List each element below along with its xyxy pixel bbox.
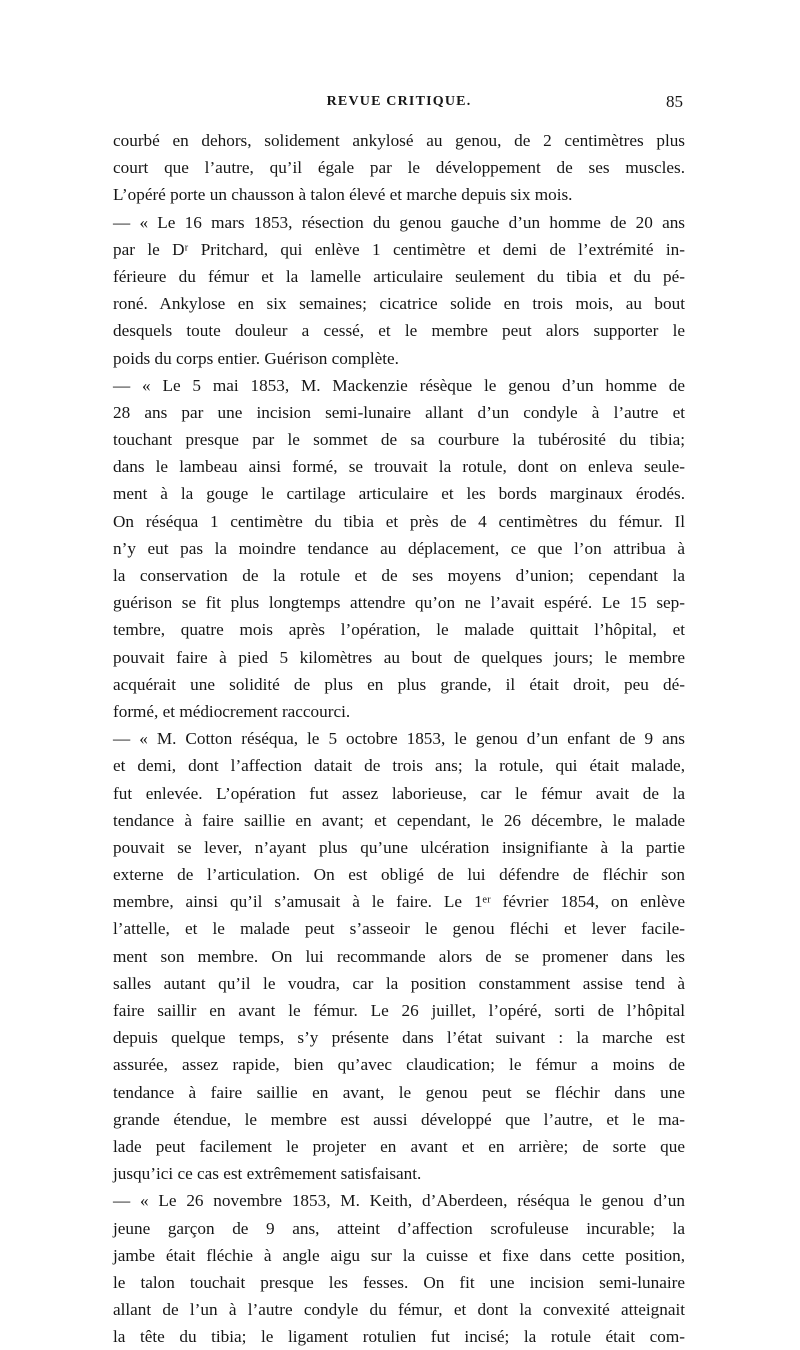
text-line: le talon touchait presque les fesses. On fit une incision semi-lunaire [113, 1272, 685, 1292]
text-line: faire saillir en avant le fémur. Le 26 juillet, l’opéré, sorti de l’hôpital [113, 1001, 685, 1020]
text-line: salles autant qu’il le voudra, car la position constamment assise tend à [113, 973, 685, 993]
text-line: tendance à faire saillie en avant; et cependant, le 26 décembre, le malade [113, 810, 685, 830]
text-line: guérison se fit plus longtemps attendre qu’on ne l’avait espéré. Le 15 sep- [113, 593, 685, 613]
text-line: tendance à faire saillie en avant, le genou peut se fléchir dans une [113, 1082, 685, 1102]
text-line: — « Le 5 mai 1853, M. Mackenzie résèque le genou d’un homme de [113, 375, 685, 395]
text-line: n’y eut pas la moindre tendance au déplacement, ce que l’on attribua à [113, 538, 685, 558]
text-line: jambe était fléchie à angle aigu sur la cuisse et fixe dans cette position, [113, 1245, 685, 1265]
text-line: jeune garçon de 9 ans, atteint d’affection scrofuleuse incurable; la [113, 1218, 685, 1238]
text-line: acquérait une solidité de plus en plus grande, il était droit, peu dé- [113, 674, 685, 694]
text-line: externe de l’articulation. On est obligé de lui défendre de fléchir son [113, 865, 685, 885]
text-line: et demi, dont l’affection datait de trois ans; la rotule, qui était malade, [113, 756, 685, 776]
text-line: court que l’autre, qu’il égale par le développement de ses muscles. [113, 158, 685, 178]
running-header [115, 94, 683, 118]
text-line: assurée, assez rapide, bien qu’avec claudication; le fémur a moins de [113, 1055, 685, 1075]
text-line: grande étendue, le membre est aussi développé que l’autre, et le ma- [113, 1109, 685, 1129]
text-line: On réséqua 1 centimètre du tibia et près de 4 centimètres du fémur. Il [113, 511, 685, 531]
text-line: courbé en dehors, solidement ankylosé au genou, de 2 centimètres plus [113, 131, 685, 150]
text-line: lade peut facilement le projeter en avant et en arrière; de sorte que [113, 1136, 685, 1156]
body-text [113, 127, 685, 1350]
text-line: touchant presque par le sommet de sa courbure la tubérosité du tibia; [113, 430, 685, 450]
running-title: REVUE CRITIQUE. [326, 94, 472, 109]
text-line: 28 ans par une incision semi-lunaire allant d’un condyle à l’autre et [113, 402, 685, 422]
text-line: la tête du tibia; le ligament rotulien fut incisé; la rotule était com- [113, 1327, 685, 1347]
text-line: — « Le 16 mars 1853, résection du genou gauche d’un homme de 20 ans [113, 212, 685, 232]
text-line: formé, et médiocrement raccourci. [113, 701, 351, 721]
text-line: L’opéré porte un chausson à talon élevé et marche depuis six mois. [113, 185, 573, 205]
text-line: jusqu’ici ce cas est extrêmement satisfaisant. [113, 1164, 422, 1184]
text-line: membre, ainsi qu’il s’amusait à le faire. Le 1ᵉʳ février 1854, on enlève [113, 892, 685, 912]
text-line: tembre, quatre mois après l’opération, le malade quittait l’hôpital, et [113, 620, 685, 640]
text-line: par le Dʳ Pritchard, qui enlève 1 centimètre et demi de l’extrémité in- [113, 239, 685, 259]
text-line: férieure du fémur et la lamelle articulaire seulement du tibia et du pé- [113, 266, 685, 286]
text-line: fut enlevée. L’opération fut assez laborieuse, car le fémur avait de la [113, 783, 685, 803]
text-line: — « M. Cotton réséqua, le 5 octobre 1853, le genou d’un enfant de 9 ans [113, 729, 685, 749]
text-line: roné. Ankylose en six semaines; cicatrice solide en trois mois, au bout [113, 294, 685, 314]
text-line: allant de l’un à l’autre condyle du fémur, et dont la convexité atteignait [113, 1300, 685, 1320]
text-line: l’attelle, et le malade peut s’asseoir le genou fléchi et lever facile- [113, 919, 685, 939]
text-line: la conservation de la rotule et de ses moyens d’union; cependant la [113, 566, 685, 585]
page-number: 85 [666, 92, 683, 111]
text-line: — « Le 26 novembre 1853, M. Keith, d’Aberdeen, réséqua le genou d’un [113, 1191, 685, 1211]
text-line: dans le lambeau ainsi formé, se trouvait la rotule, dont on enleva seule- [113, 457, 685, 477]
text-line: ment à la gouge le cartilage articulaire et les bords marginaux érodés. [113, 484, 685, 504]
text-line: desquels toute douleur a cessé, et le membre peut alors supporter le [113, 321, 685, 341]
text-line: pouvait se lever, n’ayant plus qu’une ulcération insignifiante à la partie [113, 837, 685, 857]
text-line: depuis quelque temps, s’y présente dans l’état suivant : la marche est [113, 1028, 685, 1048]
text-line: pouvait faire à pied 5 kilomètres au bout de quelques jours; le membre [113, 647, 685, 667]
text-line: poids du corps entier. Guérison complète. [113, 348, 399, 368]
text-line: ment son membre. On lui recommande alors de se promener dans les [113, 946, 685, 966]
